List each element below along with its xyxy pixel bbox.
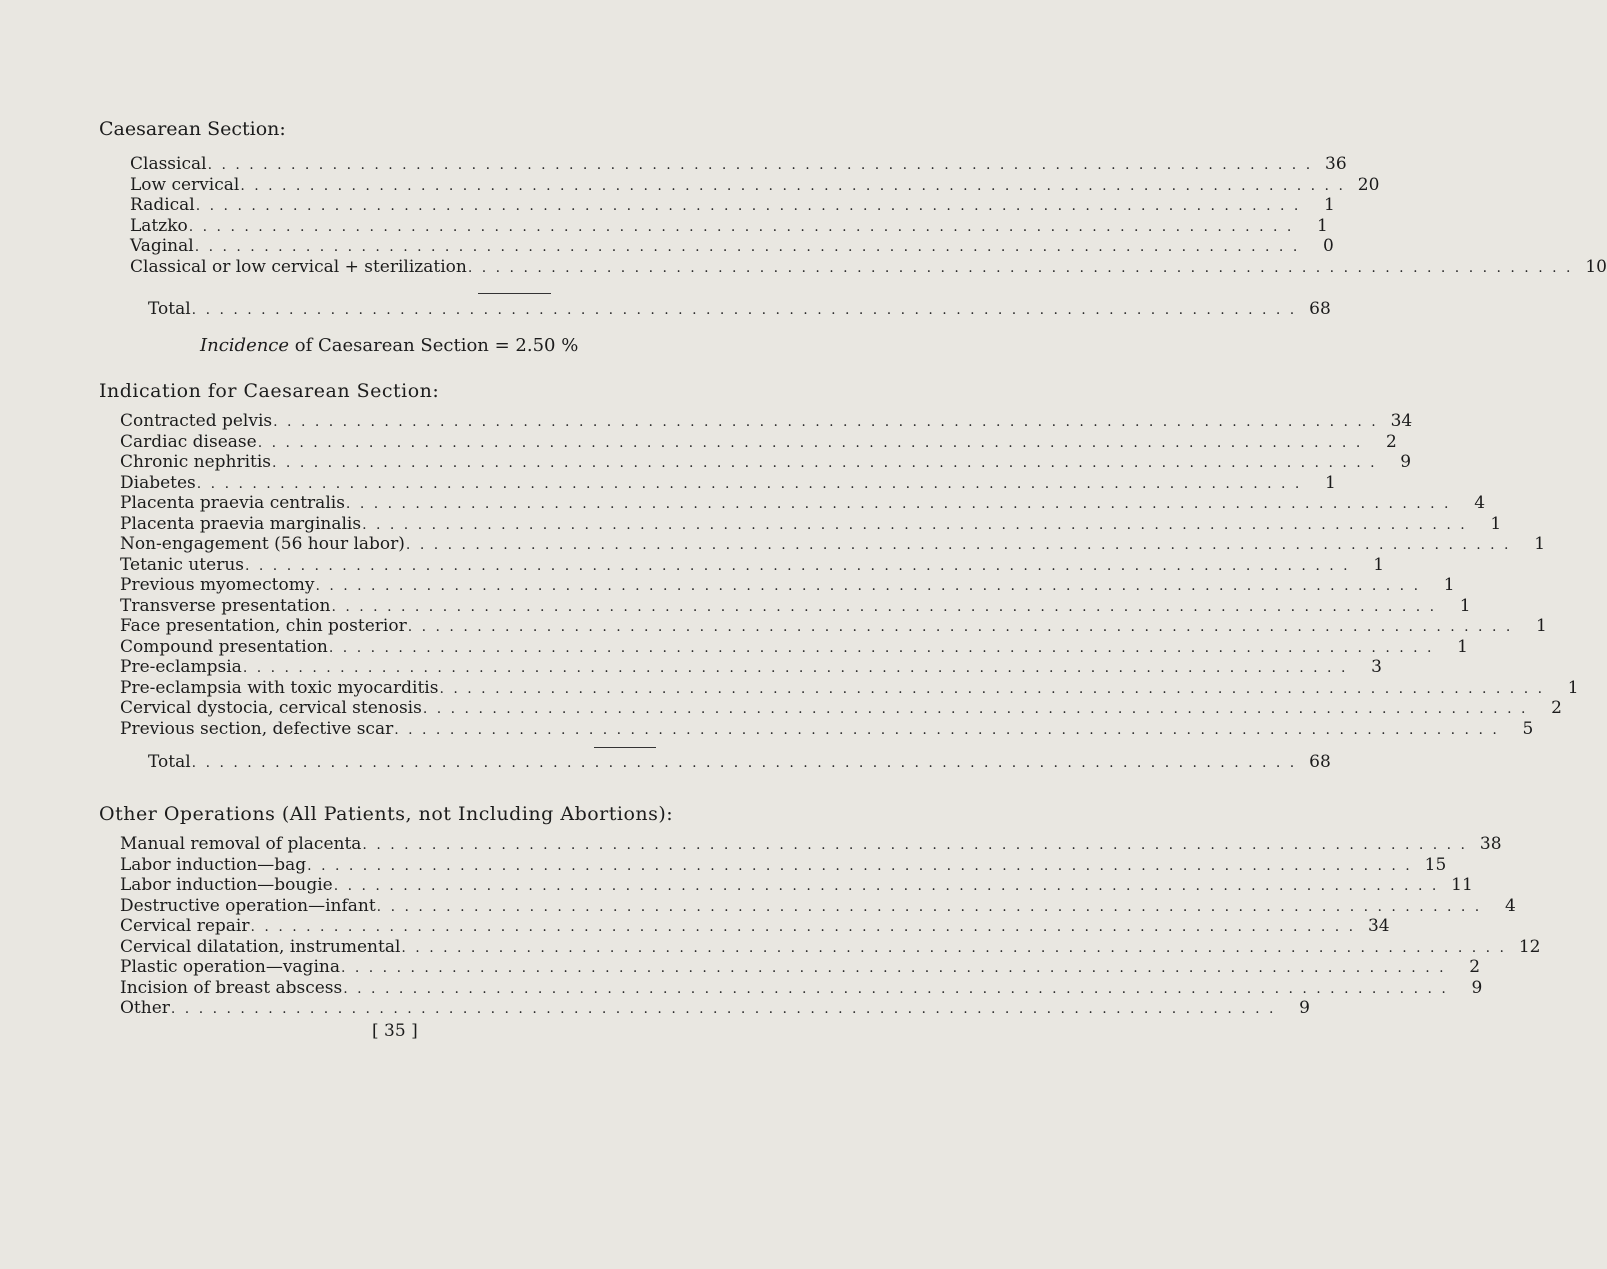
- leader-dots: . . . . . . . . . . . . . . . . . . . . . . . . . . . . . . . . . . . . . . . . . . . . . . . . . . . . . . . . . . . . . . . . . . . . . . . . . . . . . . . .: [196, 475, 1302, 492]
- row-value: 1: [1325, 472, 1336, 493]
- row-label: Cervical dilatation, instrumental: [120, 936, 401, 957]
- table-row: [120, 554, 1385, 576]
- table-row: [120, 698, 1562, 719]
- table-row: [120, 513, 1502, 535]
- table-row: [120, 657, 1382, 678]
- row-value: 2: [1551, 698, 1562, 718]
- row-label: Manual removal of placenta: [120, 834, 362, 854]
- indication-total-row: [148, 752, 1331, 773]
- row-value: 9: [1299, 998, 1310, 1018]
- row-label: Non-engagement (56 hour labor): [120, 534, 405, 554]
- caesarean-total-row: [148, 299, 1331, 320]
- leader-dots: . . . . . . . . . . . . . . . . . . . . . . . . . . . . . . . . . . . . . . . . . . . . . . . . . . . . . . . . . . . . . . . . . . . . . . . . . . . . . . . .: [273, 414, 1379, 430]
- row-value: 0: [1322, 236, 1334, 256]
- row-value: 1: [1535, 616, 1547, 636]
- row-value: 34: [1390, 411, 1413, 431]
- row-value: 9: [1471, 977, 1483, 998]
- table-row: [120, 854, 1447, 876]
- table-row: [120, 411, 1413, 432]
- row-label: Destructive operation—infant: [120, 895, 376, 916]
- row-label: Incision of breast abscess: [120, 977, 343, 998]
- leader-dots: . . . . . . . . . . . . . . . . . . . . . . . . . . . . . . . . . . . . . . . . . . . . . . . . . . . . . . . . . . . . . . . . . . . . . . . . . . . . . . . .: [245, 557, 1351, 574]
- table-row: [120, 431, 1397, 453]
- leader-dots: . . . . . . . . . . . . . . . . . . . . . . . . . . . . . . . . . . . . . . . . . . . . . . . . . . . . . . . . . . . . . . . . . . . . . . . . . . . . . . . .: [242, 660, 1348, 676]
- table-row: [120, 534, 1546, 555]
- row-value: 2: [1385, 431, 1397, 452]
- row-value: 5: [1522, 718, 1534, 739]
- total-rule: [594, 747, 656, 748]
- leader-dots: . . . . . . . . . . . . . . . . . . . . . . . . . . . . . . . . . . . . . . . . . . . . . . . . . . . . . . . . . . . . . . . . . . . . . . . . . . . . . . . .: [240, 177, 1346, 194]
- row-label: Low cervical: [130, 174, 240, 195]
- row-label: Labor induction—bag: [120, 854, 307, 875]
- row-label: Placenta praevia centralis: [120, 493, 345, 513]
- leader-dots: . . . . . . . . . . . . . . . . . . . . . . . . . . . . . . . . . . . . . . . . . . . . . . . . . . . . . . . . . . . . . . . . . . . . . . . . . . . . . . . .: [328, 639, 1434, 656]
- table-row: [130, 195, 1335, 216]
- table-row: [120, 916, 1390, 937]
- row-value: 11: [1451, 875, 1473, 895]
- leader-dots: . . . . . . . . . . . . . . . . . . . . . . . . . . . . . . . . . . . . . . . . . . . . . . . . . . . . . . . . . . . . . . . . . . . . . . . . . . . . . . . .: [307, 857, 1413, 874]
- table-row: [120, 452, 1412, 473]
- row-label: Plastic operation—vagina: [120, 957, 340, 977]
- row-label: Cervical dystocia, cervical stenosis: [120, 698, 422, 718]
- table-row: [130, 154, 1347, 175]
- table-row: [120, 998, 1310, 1019]
- row-value: 1: [1457, 636, 1468, 657]
- caesarean-types-list: [130, 154, 1607, 277]
- table-row: [120, 493, 1486, 514]
- row-value: 1: [1534, 534, 1546, 554]
- row-label: Chronic nephritis: [120, 452, 272, 472]
- indication-heading: Indication for Caesarean Section:: [99, 380, 440, 402]
- leader-dots: . . . . . . . . . . . . . . . . . . . . . . . . . . . . . . . . . . . . . . . . . . . . . . . . . . . . . . . . . . . . . . . . . . . . . . . . . . . . . . . .: [405, 537, 1512, 553]
- row-label: Transverse presentation: [120, 595, 331, 616]
- leader-dots: . . . . . . . . . . . . . . . . . . . . . . . . . . . . . . . . . . . . . . . . . . . . . . . . . . . . . . . . . . . . . . . . . . . . . . . . . . . . . . . .: [191, 755, 1297, 771]
- total-label: Total: [148, 752, 191, 772]
- table-row: [130, 236, 1334, 257]
- row-label: Vaginal: [130, 236, 194, 256]
- caesarean-section-heading: Caesarean Section:: [99, 118, 286, 140]
- row-value: 34: [1367, 916, 1390, 936]
- row-value: 1: [1373, 554, 1385, 575]
- row-value: 36: [1325, 154, 1347, 174]
- row-value: 1: [1567, 677, 1579, 698]
- incidence-text: of Caesarean Section = 2.50 %: [289, 335, 579, 356]
- row-label: Latzko: [130, 215, 188, 236]
- row-label: Labor induction—bougie: [120, 875, 333, 895]
- leader-dots: . . . . . . . . . . . . . . . . . . . . . . . . . . . . . . . . . . . . . . . . . . . . . . . . . . . . . . . . . . . . . . . . . . . . . . . . . . . . . . . .: [250, 919, 1356, 935]
- row-label: Previous myomectomy: [120, 575, 315, 595]
- leader-dots: . . . . . . . . . . . . . . . . . . . . . . . . . . . . . . . . . . . . . . . . . . . . . . . . . . . . . . . . . . . . . . . . . . . . . . . . . . . . . . . .: [272, 455, 1378, 471]
- leader-dots: . . . . . . . . . . . . . . . . . . . . . . . . . . . . . . . . . . . . . . . . . . . . . . . . . . . . . . . . . . . . . . . . . . . . . . . . . . . . . . . .: [422, 701, 1528, 717]
- table-row: [120, 616, 1547, 637]
- leader-dots: . . . . . . . . . . . . . . . . . . . . . . . . . . . . . . . . . . . . . . . . . . . . . . . . . . . . . . . . . . . . . . . . . . . . . . . . . . . . . . . .: [376, 898, 1482, 915]
- row-label: Tetanic uterus: [120, 554, 244, 575]
- row-value: 4: [1474, 493, 1486, 513]
- leader-dots: . . . . . . . . . . . . . . . . . . . . . . . . . . . . . . . . . . . . . . . . . . . . . . . . . . . . . . . . . . . . . . . . . . . . . . . . . . . . . . . .: [467, 259, 1573, 276]
- leader-dots: . . . . . . . . . . . . . . . . . . . . . . . . . . . . . . . . . . . . . . . . . . . . . . . . . . . . . . . . . . . . . . . . . . . . . . . . . . . . . . . .: [362, 516, 1468, 533]
- leader-dots: . . . . . . . . . . . . . . . . . . . . . . . . . . . . . . . . . . . . . . . . . . . . . . . . . . . . . . . . . . . . . . . . . . . . . . . . . . . . . . . .: [439, 680, 1545, 697]
- leader-dots: . . . . . . . . . . . . . . . . . . . . . . . . . . . . . . . . . . . . . . . . . . . . . . . . . . . . . . . . . . . . . . . . . . . . . . . . . . . . . . . .: [394, 721, 1500, 738]
- row-value: 9: [1400, 452, 1412, 472]
- leader-dots: . . . . . . . . . . . . . . . . . . . . . . . . . . . . . . . . . . . . . . . . . . . . . . . . . . . . . . . . . . . . . . . . . . . . . . . . . . . . . . . .: [333, 878, 1439, 894]
- table-row: [120, 636, 1468, 658]
- row-label: Pre-eclampsia with toxic myocarditis: [120, 677, 439, 698]
- total-rule: [478, 293, 551, 294]
- row-value: 1: [1490, 513, 1502, 534]
- row-label: Placenta praevia marginalis: [120, 513, 362, 534]
- row-value: 1: [1324, 195, 1335, 215]
- table-row: [120, 677, 1579, 699]
- leader-dots: . . . . . . . . . . . . . . . . . . . . . . . . . . . . . . . . . . . . . . . . . . . . . . . . . . . . . . . . . . . . . . . . . . . . . . . . . . . . . . . .: [362, 837, 1468, 853]
- leader-dots: . . . . . . . . . . . . . . . . . . . . . . . . . . . . . . . . . . . . . . . . . . . . . . . . . . . . . . . . . . . . . . . . . . . . . . . . . . . . . . . .: [257, 434, 1363, 451]
- other-operations-list: [120, 834, 1541, 1019]
- table-row: [120, 875, 1473, 896]
- row-value: 15: [1424, 854, 1447, 875]
- row-value: 1: [1459, 595, 1471, 616]
- leader-dots: . . . . . . . . . . . . . . . . . . . . . . . . . . . . . . . . . . . . . . . . . . . . . . . . . . . . . . . . . . . . . . . . . . . . . . . . . . . . . . . .: [194, 239, 1300, 255]
- leader-dots: . . . . . . . . . . . . . . . . . . . . . . . . . . . . . . . . . . . . . . . . . . . . . . . . . . . . . . . . . . . . . . . . . . . . . . . . . . . . . . . .: [170, 1001, 1276, 1017]
- row-label: Radical: [130, 195, 195, 215]
- row-label: Other: [120, 998, 170, 1018]
- total-label: Total: [148, 299, 191, 319]
- row-value: 12: [1518, 936, 1541, 957]
- row-label: Contracted pelvis: [120, 411, 273, 431]
- row-value: 2: [1469, 957, 1481, 977]
- total-value: 68: [1309, 299, 1331, 319]
- leader-dots: . . . . . . . . . . . . . . . . . . . . . . . . . . . . . . . . . . . . . . . . . . . . . . . . . . . . . . . . . . . . . . . . . . . . . . . . . . . . . . . .: [188, 218, 1294, 235]
- indication-list: [120, 411, 1579, 739]
- leader-dots: . . . . . . . . . . . . . . . . . . . . . . . . . . . . . . . . . . . . . . . . . . . . . . . . . . . . . . . . . . . . . . . . . . . . . . . . . . . . . . . .: [315, 578, 1421, 594]
- row-value: 4: [1504, 895, 1516, 916]
- row-label: Classical or low cervical + sterilization: [130, 256, 467, 277]
- row-label: Previous section, defective scar: [120, 718, 394, 739]
- table-row: [130, 174, 1380, 196]
- row-value: 1: [1317, 215, 1328, 236]
- leader-dots: . . . . . . . . . . . . . . . . . . . . . . . . . . . . . . . . . . . . . . . . . . . . . . . . . . . . . . . . . . . . . . . . . . . . . . . . . . . . . . . .: [207, 157, 1313, 173]
- row-label: Cervical repair: [120, 916, 250, 936]
- table-row: [120, 977, 1483, 999]
- row-value: 10: [1585, 256, 1607, 277]
- row-label: Cardiac disease: [120, 431, 257, 452]
- leader-dots: . . . . . . . . . . . . . . . . . . . . . . . . . . . . . . . . . . . . . . . . . . . . . . . . . . . . . . . . . . . . . . . . . . . . . . . . . . . . . . . .: [191, 302, 1297, 318]
- table-row: [120, 957, 1481, 978]
- leader-dots: . . . . . . . . . . . . . . . . . . . . . . . . . . . . . . . . . . . . . . . . . . . . . . . . . . . . . . . . . . . . . . . . . . . . . . . . . . . . . . . .: [340, 960, 1447, 976]
- row-value: 38: [1479, 834, 1502, 854]
- row-label: Compound presentation: [120, 636, 328, 657]
- row-label: Diabetes: [120, 472, 196, 493]
- leader-dots: . . . . . . . . . . . . . . . . . . . . . . . . . . . . . . . . . . . . . . . . . . . . . . . . . . . . . . . . . . . . . . . . . . . . . . . . . . . . . . . .: [343, 980, 1449, 997]
- leader-dots: . . . . . . . . . . . . . . . . . . . . . . . . . . . . . . . . . . . . . . . . . . . . . . . . . . . . . . . . . . . . . . . . . . . . . . . . . . . . . . . .: [195, 198, 1301, 214]
- table-row: [120, 575, 1455, 596]
- table-row: [130, 256, 1607, 278]
- table-row: [120, 936, 1541, 958]
- incidence-line: [200, 335, 578, 356]
- row-label: Face presentation, chin posterior: [120, 616, 407, 636]
- row-value: 3: [1371, 657, 1382, 677]
- table-row: [120, 895, 1516, 917]
- row-value: 20: [1357, 174, 1380, 195]
- leader-dots: . . . . . . . . . . . . . . . . . . . . . . . . . . . . . . . . . . . . . . . . . . . . . . . . . . . . . . . . . . . . . . . . . . . . . . . . . . . . . . . .: [407, 619, 1513, 635]
- table-row: [120, 472, 1336, 494]
- row-value: 1: [1443, 575, 1455, 595]
- leader-dots: . . . . . . . . . . . . . . . . . . . . . . . . . . . . . . . . . . . . . . . . . . . . . . . . . . . . . . . . . . . . . . . . . . . . . . . . . . . . . . . .: [331, 598, 1437, 615]
- other-operations-heading: Other Operations (All Patients, not Including Abortions):: [99, 803, 674, 825]
- table-row: [120, 834, 1502, 855]
- table-row: [120, 595, 1471, 617]
- leader-dots: . . . . . . . . . . . . . . . . . . . . . . . . . . . . . . . . . . . . . . . . . . . . . . . . . . . . . . . . . . . . . . . . . . . . . . . . . . . . . . . .: [401, 939, 1507, 956]
- row-label: Classical: [130, 154, 207, 174]
- incidence-italic: Incidence: [200, 335, 290, 356]
- table-row: [120, 718, 1534, 740]
- row-label: Pre-eclampsia: [120, 657, 242, 677]
- total-value: 68: [1309, 752, 1331, 772]
- page-number: [ 35 ]: [372, 1021, 418, 1041]
- table-row: [130, 215, 1328, 237]
- leader-dots: . . . . . . . . . . . . . . . . . . . . . . . . . . . . . . . . . . . . . . . . . . . . . . . . . . . . . . . . . . . . . . . . . . . . . . . . . . . . . . . .: [345, 496, 1452, 512]
